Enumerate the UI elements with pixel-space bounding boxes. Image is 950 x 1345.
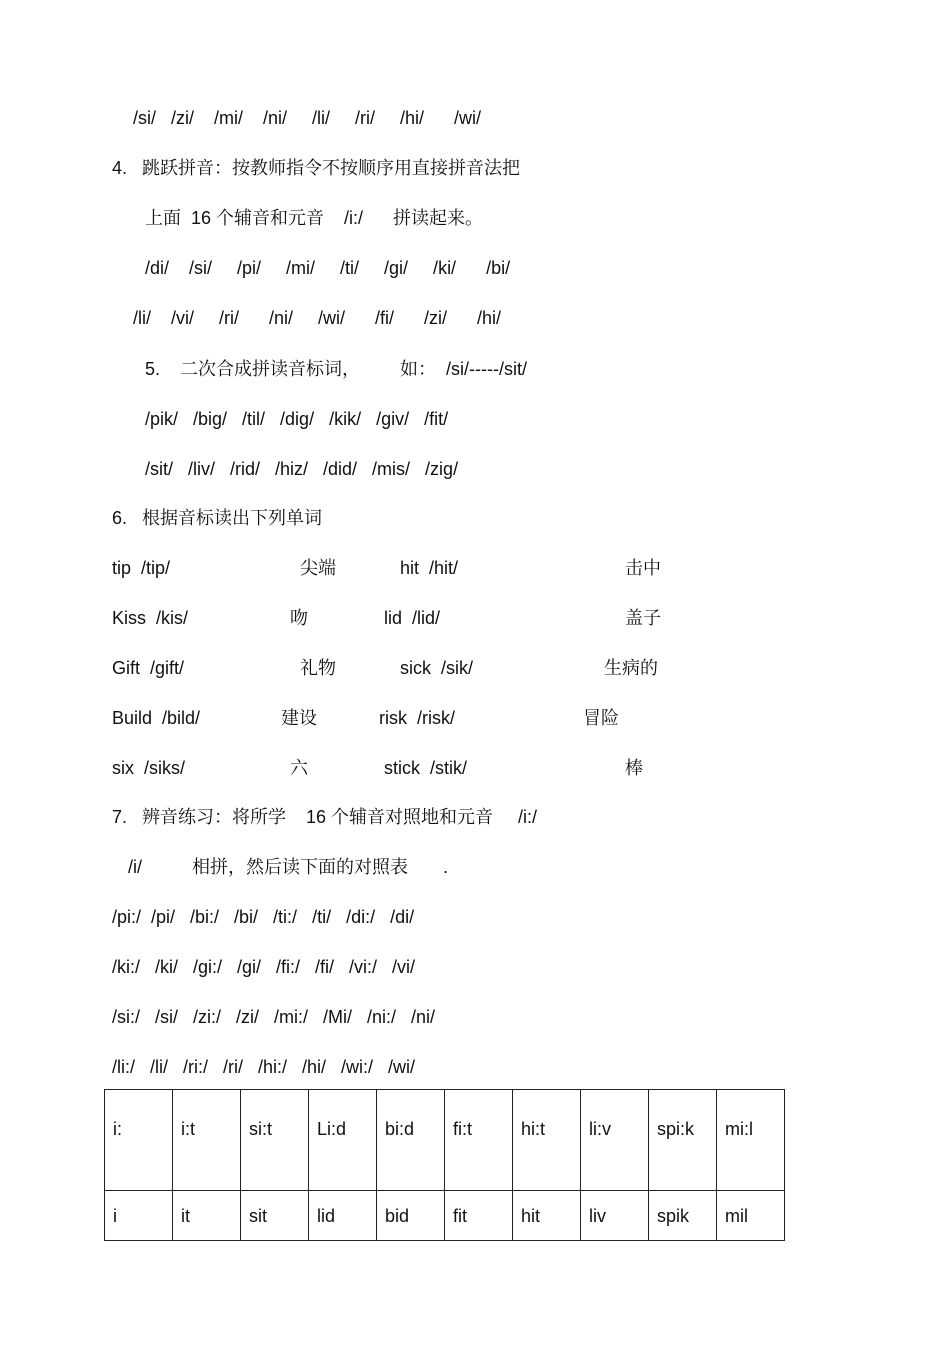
table-cell bbox=[105, 1191, 173, 1241]
section4-row2: /li/ /vi/ /ri/ /ni/ /wi/ /fi/ /zi/ /hi/ bbox=[133, 308, 502, 328]
table-cell bbox=[445, 1090, 513, 1191]
section5-title: 5. 二次合成拼读音标词， 如： /si/-----/sit/ bbox=[145, 359, 527, 379]
word-entry: stick /stik/ bbox=[384, 758, 468, 778]
table-cell bbox=[581, 1191, 649, 1241]
word-entry: risk /risk/ bbox=[379, 708, 455, 728]
word-meaning: 生病的 bbox=[604, 658, 658, 678]
cell-text: mil bbox=[725, 1206, 748, 1226]
table-cell bbox=[717, 1191, 785, 1241]
table-cell bbox=[717, 1090, 785, 1191]
section4-title: 4. 跳跃拼音：按教师指令不按顺序用直接拼音法把 bbox=[112, 158, 521, 178]
cell-text: i: bbox=[113, 1119, 122, 1139]
word-meaning: 盖子 bbox=[625, 608, 661, 628]
table-cell bbox=[581, 1090, 649, 1191]
section4-subtitle: 上面 16 个辅音和元音 /i:/ 拼读起来。 bbox=[145, 208, 484, 228]
word-meaning: 尖端 bbox=[300, 558, 336, 578]
table-cell bbox=[309, 1090, 377, 1191]
cell-text: sit bbox=[249, 1206, 267, 1226]
cell-text: hi:t bbox=[521, 1119, 546, 1139]
table-cell bbox=[377, 1090, 445, 1191]
word-meaning: 建设 bbox=[281, 708, 317, 728]
table-cell bbox=[173, 1090, 241, 1191]
cell-text: bi:d bbox=[385, 1119, 415, 1139]
cell-text: si:t bbox=[249, 1119, 273, 1139]
contrast-row: /li:/ /li/ /ri:/ /ri/ /hi:/ /hi/ /wi:/ /wi/ bbox=[112, 1057, 416, 1077]
word-meaning: 礼物 bbox=[300, 658, 336, 678]
cell-text: Li:d bbox=[317, 1119, 347, 1139]
table-cell bbox=[513, 1090, 581, 1191]
word-entry: Gift /gift/ bbox=[112, 658, 185, 678]
section5-row2: /sit/ /liv/ /rid/ /hiz/ /did/ /mis/ /zig/ bbox=[145, 459, 459, 479]
word-entry: Build /bild/ bbox=[112, 708, 201, 728]
table-cell bbox=[241, 1191, 309, 1241]
table-row-long-vowel bbox=[105, 1090, 785, 1191]
cell-text: spik bbox=[657, 1206, 690, 1226]
word-meaning: 吻 bbox=[290, 608, 308, 628]
table-cell bbox=[445, 1191, 513, 1241]
word-entry: tip /tip/ bbox=[112, 558, 171, 578]
table-cell bbox=[309, 1191, 377, 1241]
table-cell bbox=[649, 1191, 717, 1241]
section7-subtitle: /i/ 相拼，然后读下面的对照表 . bbox=[128, 857, 449, 877]
word-entry: hit /hit/ bbox=[400, 558, 459, 578]
word-meaning: 六 bbox=[290, 758, 308, 778]
cell-text: spi:k bbox=[657, 1119, 695, 1139]
word-meaning: 冒险 bbox=[583, 708, 619, 728]
comparison-table bbox=[104, 1089, 785, 1241]
table-cell bbox=[241, 1090, 309, 1191]
table-cell bbox=[377, 1191, 445, 1241]
cell-text: i:t bbox=[181, 1119, 196, 1139]
contrast-row: /pi:/ /pi/ /bi:/ /bi/ /ti:/ /ti/ /di:/ /di/ bbox=[112, 907, 415, 927]
table-cell bbox=[649, 1090, 717, 1191]
table-cell bbox=[105, 1090, 173, 1191]
cell-text: i bbox=[113, 1206, 117, 1226]
word-entry: sick /sik/ bbox=[400, 658, 474, 678]
word-entry: Kiss /kis/ bbox=[112, 608, 189, 628]
word-meaning: 击中 bbox=[625, 558, 661, 578]
cell-text: liv bbox=[589, 1206, 606, 1226]
cell-text: hit bbox=[521, 1206, 541, 1226]
section4-row1: /di/ /si/ /pi/ /mi/ /ti/ /gi/ /ki/ /bi/ bbox=[145, 258, 511, 278]
syllable-row-top: /si/ /zi/ /mi/ /ni/ /li/ /ri/ /hi/ /wi/ bbox=[133, 108, 482, 128]
table-cell bbox=[513, 1191, 581, 1241]
word-meaning: 棒 bbox=[625, 758, 643, 778]
table-cell bbox=[173, 1191, 241, 1241]
cell-text: mi:l bbox=[725, 1119, 753, 1139]
cell-text: fi:t bbox=[453, 1119, 473, 1139]
word-entry: six /siks/ bbox=[112, 758, 186, 778]
section5-row1: /pik/ /big/ /til/ /dig/ /kik/ /giv/ /fit/ bbox=[145, 409, 449, 429]
contrast-row: /si:/ /si/ /zi:/ /zi/ /mi:/ /Mi/ /ni:/ /ni/ bbox=[112, 1007, 436, 1027]
section6-title: 6. 根据音标读出下列单词 bbox=[112, 508, 323, 528]
cell-text: li:v bbox=[589, 1119, 611, 1139]
cell-text: bid bbox=[385, 1206, 410, 1226]
word-entry: lid /lid/ bbox=[384, 608, 441, 628]
cell-text: lid bbox=[317, 1206, 336, 1226]
cell-text: it bbox=[181, 1206, 190, 1226]
table-row-short-vowel bbox=[105, 1191, 785, 1241]
section7-title: 7. 辨音练习：将所学 16 个辅音对照地和元音 /i:/ bbox=[112, 807, 538, 827]
cell-text: fit bbox=[453, 1206, 468, 1226]
contrast-row: /ki:/ /ki/ /gi:/ /gi/ /fi:/ /fi/ /vi:/ /vi/ bbox=[112, 957, 416, 977]
